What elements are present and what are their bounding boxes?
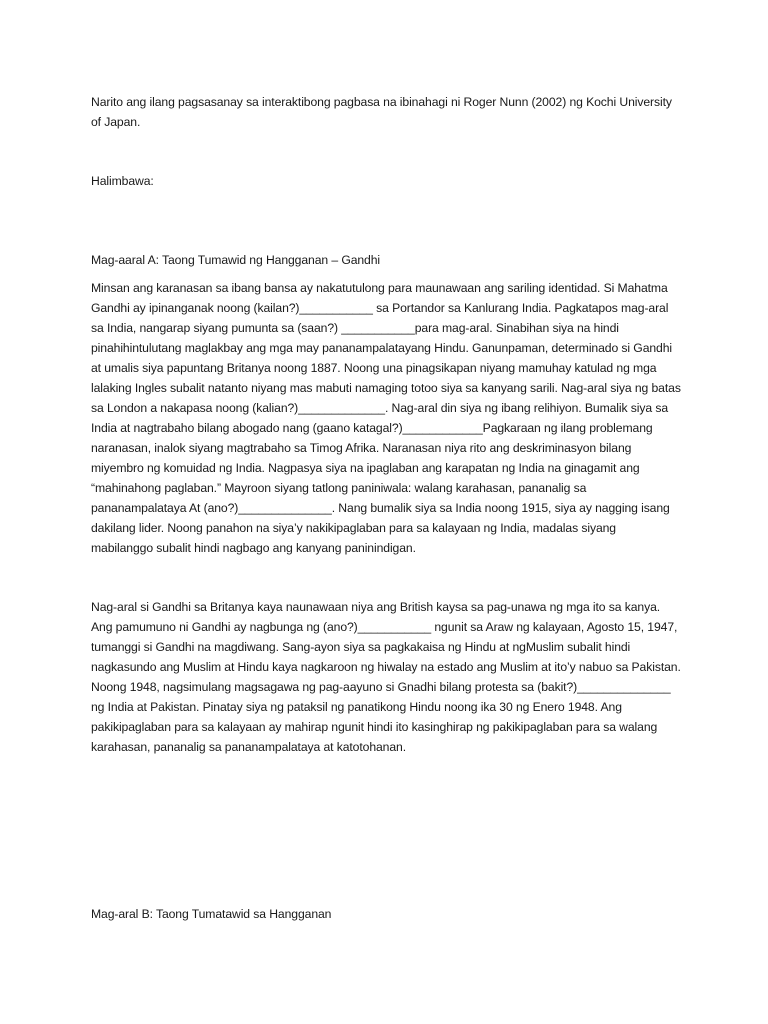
document-body (91, 92, 681, 757)
section-a-heading: Mag-aaral A: Taong Tumawid ng Hangganan – Gandhi (91, 253, 381, 267)
example-label: Halimbawa: (91, 174, 154, 188)
gandhi-paragraph-2: Nag-aral si Gandhi sa Britanya kaya naunawaan niya ang British kaysa sa pag-unawa ng mga ito sa kanya. Ang pamumuno ni Gandhi ay nagbunga ng (ano?)___________ ngunit sa Araw ng kalayaan, Agosto 15, 1947, tumanggi si Gandhi na magdiwang. Sang-ayon siya sa pagkakaisa ng Hindu at ngMuslim subalit hindi nagkasundo ang Muslim at Hindu kaya nagkaroon ng hiwalay na estado ang Muslim at ito’y nabuo sa Pakistan. Noong 1948, nagsimulang magsagawa ng pag-aayuno si Gnadhi bilang protesta sa (bakit?)______________ ng India at Pakistan. Pinatay siya ng pataksil ng panatikong Hindu noong ika 30 ng Enero 1948. Ang pakikipaglaban para sa kalayaan ay mahirap ngunit hindi ito kasinghirap ng pakikipaglaban para sa walang karahasan, pananalig sa pananampalataya at katotohanan. (91, 600, 681, 754)
intro-paragraph: Narito ang ilang pagsasanay sa interaktibong pagbasa na ibinahagi ni Roger Nunn (2002) ng Kochi University of Japan. (91, 95, 672, 129)
gandhi-paragraph-1: Minsan ang karanasan sa ibang bansa ay nakatutulong para maunawaan ang sariling identidad. Si Mahatma Gandhi ay ipinanganak noong (kailan?)___________ sa Portandor sa Kanlurang India. Pagkatapos mag-aral sa India, nangarap siyang pumunta sa (saan?) ___________para mag-aral. Sinabihan siya na hindi pinahihintulutang maglakbay ang mga may pananampalatayang Hindu. Ganunpaman, determinado si Gandhi at umalis siya papuntang Britanya noong 1887. Noong una pinagsikapan niyang mamuhay katulad ng mga lalaking Ingles subalit natanto niyang mas mabuti namaging totoo siya sa kanyang sarili. Nag-aral siya ng batas sa London a nakapasa noong (kalian?)_____________. Nag-aral din siya ng ibang relihiyon. Bumalik siya sa India at nagtrabaho bilang abogado nang (gaano katagal?)____________Pagkaraan ng ilang problemang naranasan, inalok siyang magtrabaho sa Timog Afrika. Naranasan niya rito ang deskriminasyon bilang miyembro ng komuidad ng India. Nagpasya siya na ipaglaban ang karapatan ng India na ginagamit ang “mahinahong paglaban.” Mayroon siyang tatlong paniniwala: walang karahasan, pananalig sa pananampalataya At (ano?)______________. Nang bumalik siya sa India noong 1915, siya ay nagging isang dakilang lider. Noong panahon na siya’y nakikipaglaban para sa kalayaan ng India, madalas siyang mabilanggo subalit hindi nagbago ang kanyang paninindigan. (91, 281, 681, 555)
section-b-heading: Mag-aral B: Taong Tumatawid sa Hangganan (91, 907, 332, 922)
